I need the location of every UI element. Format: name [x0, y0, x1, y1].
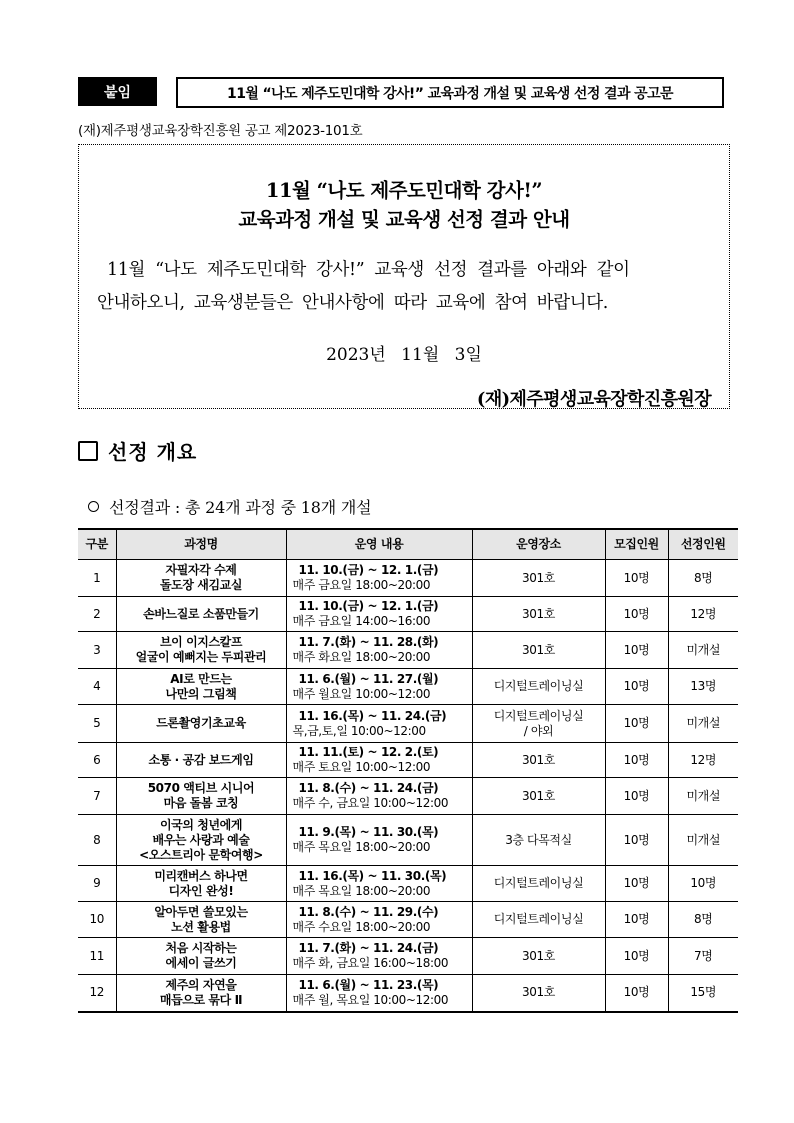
cell-schedule: 매주 토요일 10:00~12:00	[292, 760, 431, 774]
cell-selected-col	[668, 632, 738, 669]
cell-no-col	[78, 975, 116, 1012]
cell-name1: 5070 액티브 시니어	[147, 781, 255, 795]
cell-selected-col	[668, 669, 738, 705]
cell-name2: 마음 돌봄 코칭	[163, 796, 239, 810]
result-summary-text: 선정결과 : 총 24개 과정 중 18개 개설	[109, 498, 372, 517]
cell-period: 11. 9.(목) ~ 11. 30.(목)	[298, 825, 439, 839]
cell-schedule: 매주 금요일 18:00~20:00	[292, 578, 431, 592]
cell-period: 11. 6.(월) ~ 11. 27.(월)	[298, 671, 439, 686]
cell-place1: 3층 다목적실	[505, 832, 572, 847]
cell-selected-col	[668, 815, 738, 866]
cell-place1: 301호	[522, 606, 555, 621]
cell-no-col	[78, 778, 116, 815]
cell-course-name-col	[116, 560, 286, 597]
table-row	[78, 705, 738, 743]
cell-recruit: 10명	[623, 642, 650, 657]
circle-bullet-icon	[88, 501, 99, 512]
table-row	[78, 902, 738, 938]
cell-place-col	[472, 938, 605, 975]
cell-selected-col	[668, 778, 738, 815]
cell-schedule: 매주 수, 금요일 10:00~12:00	[292, 796, 449, 810]
cell-selected: 13명	[690, 679, 717, 693]
notice-body-line1: 11월 “나도 제주도민대학 강사!” 교육생 선정 결과를 아래와 같이	[107, 260, 630, 280]
cell-no: 7	[93, 788, 101, 803]
table-row	[78, 866, 738, 902]
cell-period: 11. 6.(월) ~ 11. 23.(목)	[298, 977, 439, 992]
cell-name3: <오스트리아 문학여행>	[139, 847, 263, 862]
cell-no: 12	[89, 985, 104, 1000]
cell-place-col	[472, 597, 605, 632]
cell-place-col	[472, 632, 605, 669]
cell-recruit: 10명	[623, 570, 650, 585]
cell-selected: 15명	[690, 985, 717, 1000]
cell-schedule: 목,금,토,일 10:00~12:00	[292, 723, 426, 738]
cell-selected-col	[668, 743, 738, 778]
cell-period: 11. 16.(목) ~ 11. 24.(금)	[298, 708, 447, 723]
cell-recruit-col	[605, 778, 668, 815]
cell-place1: 디지털트레이닝실	[493, 912, 584, 926]
cell-place-col	[472, 743, 605, 778]
cell-no: 6	[93, 752, 101, 767]
announcement-number: (재)제주평생교육장학진흥원 공고 제2023-101호	[78, 123, 363, 139]
selection-table	[78, 528, 738, 1013]
cell-course-name-col	[116, 597, 286, 632]
cell-course-name-col	[116, 975, 286, 1012]
cell-period: 11. 7.(화) ~ 11. 24.(금)	[298, 941, 439, 955]
cell-place1: 301호	[522, 752, 555, 767]
cell-no: 1	[93, 570, 101, 585]
header-selected: 선정인원	[668, 529, 738, 560]
cell-no-col	[78, 669, 116, 705]
cell-period: 11. 16.(목) ~ 11. 30.(목)	[298, 868, 447, 883]
cell-course-name-col	[116, 938, 286, 975]
cell-course-name-col	[116, 778, 286, 815]
table-row	[78, 597, 738, 632]
cell-place1: 301호	[522, 985, 555, 1000]
cell-recruit: 10명	[623, 832, 650, 847]
cell-name1: 알아두면 쓸모있는	[154, 904, 248, 919]
table-row	[78, 669, 738, 705]
notice-body-line2: 안내하오니, 교육생분들은 안내사항에 따라 교육에 참여 바랍니다.	[97, 293, 608, 313]
cell-schedule: 매주 금요일 14:00~16:00	[292, 614, 431, 628]
cell-period: 11. 11.(토) ~ 12. 2.(토)	[298, 745, 439, 759]
cell-selected-col	[668, 975, 738, 1012]
cell-place1: 디지털트레이닝실	[493, 708, 584, 723]
cell-operation-col	[286, 560, 472, 597]
cell-recruit: 10명	[623, 679, 650, 693]
cell-selected-col	[668, 866, 738, 902]
cell-name1: 손바느질로 소품만들기	[143, 606, 259, 621]
cell-selected-col	[668, 560, 738, 597]
cell-no-col	[78, 902, 116, 938]
table-row	[78, 560, 738, 597]
cell-course-name-col	[116, 866, 286, 902]
notice-box	[78, 144, 730, 409]
cell-place2: / 야외	[523, 723, 554, 738]
cell-recruit: 10명	[623, 788, 650, 803]
cell-selected: 미개설	[686, 716, 721, 730]
cell-schedule: 매주 월요일 10:00~12:00	[292, 686, 431, 701]
cell-name2: 배우는 사랑과 예술	[152, 832, 250, 847]
cell-no: 11	[89, 948, 104, 963]
cell-place-col	[472, 815, 605, 866]
cell-name2: 매듭으로 묶다 Ⅱ	[159, 992, 243, 1007]
cell-place-col	[472, 705, 605, 743]
cell-operation-col	[286, 778, 472, 815]
attachment-badge	[78, 77, 157, 106]
cell-no: 10	[89, 912, 104, 926]
cell-schedule: 매주 목요일 18:00~20:00	[292, 883, 431, 898]
cell-name2: 디자인 완성!	[168, 883, 234, 898]
cell-operation-col	[286, 866, 472, 902]
cell-name2: 나만의 그림책	[165, 686, 237, 701]
cell-selected-col	[668, 705, 738, 743]
cell-recruit-col	[605, 938, 668, 975]
cell-place1: 301호	[522, 948, 555, 963]
cell-recruit: 10명	[623, 876, 650, 890]
cell-place-col	[472, 866, 605, 902]
cell-no: 3	[93, 642, 101, 657]
cell-operation-col	[286, 743, 472, 778]
header-place: 운영장소	[472, 529, 605, 560]
cell-recruit-col	[605, 902, 668, 938]
cell-recruit: 10명	[623, 752, 650, 767]
table-row	[78, 938, 738, 975]
cell-place1: 301호	[522, 642, 555, 657]
cell-selected: 7명	[694, 948, 713, 963]
cell-operation-col	[286, 975, 472, 1012]
cell-recruit-col	[605, 866, 668, 902]
cell-recruit-col	[605, 560, 668, 597]
cell-name2: 돌도장 새김교실	[159, 578, 243, 592]
cell-operation-col	[286, 597, 472, 632]
cell-selected: 8명	[694, 570, 713, 585]
cell-no: 8	[93, 832, 101, 847]
cell-no-col	[78, 815, 116, 866]
table-row	[78, 778, 738, 815]
cell-selected: 미개설	[686, 832, 721, 847]
cell-period: 11. 8.(수) ~ 11. 29.(수)	[298, 904, 439, 919]
cell-schedule: 매주 목요일 18:00~20:00	[292, 840, 431, 854]
cell-name1: 제주의 자연을	[165, 977, 237, 992]
table-row	[78, 975, 738, 1012]
cell-course-name-col	[116, 632, 286, 669]
notice-signer: (재)제주평생교육장학진흥원장	[476, 389, 711, 410]
cell-selected-col	[668, 938, 738, 975]
table-row	[78, 632, 738, 669]
cell-place1: 301호	[522, 570, 555, 585]
header-recruit: 모집인원	[605, 529, 668, 560]
table-header-row	[78, 529, 738, 560]
cell-place-col	[472, 778, 605, 815]
cell-period: 11. 7.(화) ~ 11. 28.(화)	[298, 635, 439, 649]
cell-no-col	[78, 560, 116, 597]
cell-selected: 8명	[694, 912, 713, 926]
cell-place1: 301호	[522, 788, 555, 803]
cell-schedule: 매주 수요일 18:00~20:00	[292, 919, 431, 934]
cell-selected: 미개설	[686, 642, 721, 657]
cell-operation-col	[286, 902, 472, 938]
cell-no: 5	[93, 716, 101, 730]
cell-schedule: 매주 화, 금요일 16:00~18:00	[292, 956, 449, 970]
cell-recruit: 10명	[623, 985, 650, 1000]
cell-selected: 12명	[690, 752, 717, 767]
cell-selected-col	[668, 597, 738, 632]
cell-no-col	[78, 632, 116, 669]
cell-course-name-col	[116, 669, 286, 705]
cell-selected: 12명	[690, 606, 717, 621]
header-course-name: 과정명	[116, 529, 286, 560]
cell-recruit-col	[605, 597, 668, 632]
document-title-box	[176, 77, 724, 108]
cell-name2: 노션 활용법	[171, 919, 231, 934]
cell-no: 2	[93, 606, 101, 621]
cell-recruit-col	[605, 815, 668, 866]
result-summary	[88, 495, 371, 518]
cell-place-col	[472, 560, 605, 597]
cell-recruit-col	[605, 743, 668, 778]
cell-name1: AI로 만드는	[170, 671, 232, 686]
cell-place1: 디지털트레이닝실	[493, 876, 584, 890]
cell-operation-col	[286, 938, 472, 975]
cell-course-name-col	[116, 743, 286, 778]
cell-operation-col	[286, 815, 472, 866]
header-no: 구분	[78, 529, 116, 560]
cell-no-col	[78, 705, 116, 743]
cell-name2: 에세이 글쓰기	[165, 956, 237, 970]
checkbox-icon	[78, 441, 98, 461]
cell-name1: 이국의 청년에게	[159, 817, 243, 832]
table-row	[78, 743, 738, 778]
cell-schedule: 매주 월, 목요일 10:00~12:00	[292, 992, 449, 1007]
cell-name1: 자필자각 수제	[165, 563, 237, 577]
cell-no-col	[78, 866, 116, 902]
attachment-badge-label: 붙임	[103, 84, 132, 101]
cell-place-col	[472, 902, 605, 938]
section-heading-text: 선정 개요	[108, 440, 198, 464]
cell-recruit: 10명	[623, 606, 650, 621]
cell-recruit-col	[605, 669, 668, 705]
cell-name1: 브이 이지스칼프	[159, 635, 243, 649]
cell-place-col	[472, 975, 605, 1012]
cell-course-name-col	[116, 902, 286, 938]
table-row	[78, 815, 738, 866]
notice-title-line1: 11월 “나도 제주도민대학 강사!”	[265, 179, 543, 202]
cell-period: 11. 10.(금) ~ 12. 1.(금)	[298, 563, 439, 577]
cell-recruit-col	[605, 705, 668, 743]
cell-period: 11. 8.(수) ~ 11. 24.(금)	[298, 781, 439, 795]
cell-recruit: 10명	[623, 912, 650, 926]
cell-no: 9	[93, 876, 101, 890]
cell-no: 4	[93, 679, 101, 693]
cell-place-col	[472, 669, 605, 705]
cell-no-col	[78, 938, 116, 975]
cell-name1: 미리캔버스 하나면	[154, 868, 248, 883]
cell-name1: 처음 시작하는	[165, 941, 237, 955]
cell-name2: 얼굴이 예뻐지는 두피관리	[135, 650, 267, 664]
cell-period: 11. 10.(금) ~ 12. 1.(금)	[298, 599, 439, 613]
notice-title-line2: 교육과정 개설 및 교육생 선정 결과 안내	[238, 208, 570, 231]
cell-operation-col	[286, 669, 472, 705]
cell-selected: 10명	[690, 876, 717, 890]
cell-course-name-col	[116, 705, 286, 743]
cell-no-col	[78, 743, 116, 778]
section-heading	[78, 436, 197, 465]
header-operation: 운영 내용	[286, 529, 472, 560]
cell-course-name-col	[116, 815, 286, 866]
cell-no-col	[78, 597, 116, 632]
cell-recruit: 10명	[623, 716, 650, 730]
cell-place1: 디지털트레이닝실	[493, 679, 584, 693]
cell-recruit: 10명	[623, 948, 650, 963]
table-body	[78, 560, 738, 1012]
document-title: 11월 “나도 제주도민대학 강사!” 교육과정 개설 및 교육생 선정 결과 공고문	[227, 85, 673, 102]
cell-recruit-col	[605, 632, 668, 669]
cell-recruit-col	[605, 975, 668, 1012]
notice-date: 2023년 11월 3일	[326, 345, 482, 365]
cell-name1: 드론촬영기초교육	[156, 716, 246, 730]
cell-schedule: 매주 화요일 18:00~20:00	[292, 650, 431, 664]
cell-operation-col	[286, 632, 472, 669]
cell-name1: 소통 · 공감 보드게임	[148, 752, 254, 767]
cell-operation-col	[286, 705, 472, 743]
cell-selected-col	[668, 902, 738, 938]
cell-selected: 미개설	[686, 788, 721, 803]
